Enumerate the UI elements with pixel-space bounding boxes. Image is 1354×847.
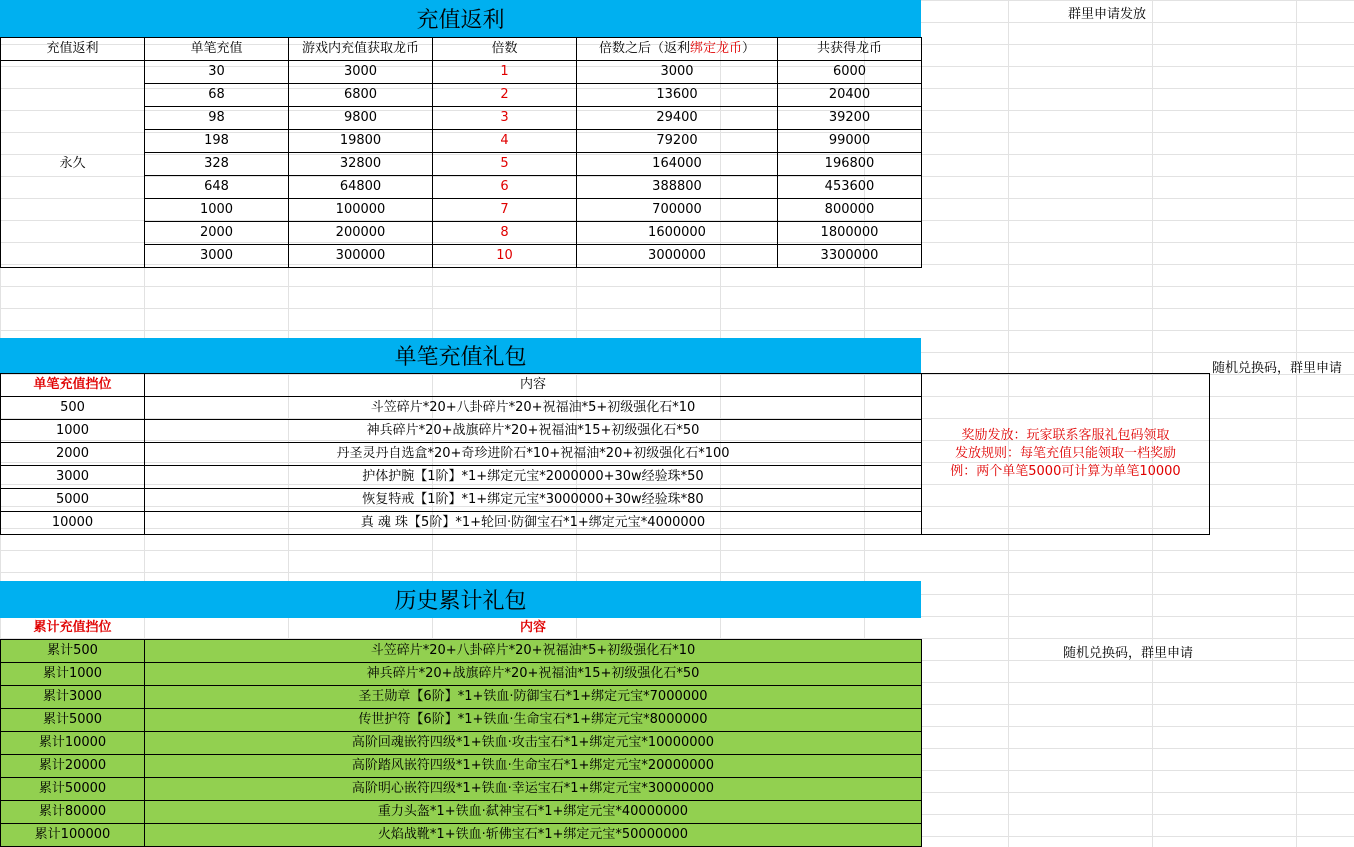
table-row: 2000 丹圣灵丹自选盒*20+奇珍进阶石*10+祝福油*20+初级强化石*100 xyxy=(1,443,1210,466)
table-row: 68 6800 2 13600 20400 xyxy=(1,84,922,107)
header-cell: 累计充值挡位 xyxy=(1,617,145,640)
recharge-title: 充值返利 xyxy=(0,0,921,37)
table-row: 3000 300000 10 3000000 3300000 xyxy=(1,245,922,268)
table-row: 累计3000 圣王勋章【6阶】*1+铁血·防御宝石*1+绑定元宝*7000000 xyxy=(1,686,922,709)
table-row: 累计500 斗笠碎片*20+八卦碎片*20+祝福油*5+初级强化石*10 xyxy=(1,640,922,663)
table-row: 累计1000 神兵碎片*20+战旗碎片*20+祝福油*15+初级强化石*50 xyxy=(1,663,922,686)
table-row: 累计50000 高阶明心嵌符四级*1+铁血·幸运宝石*1+绑定元宝*30000000 xyxy=(1,778,922,801)
table-row: 累计80000 重力头盔*1+铁血·弑神宝石*1+绑定元宝*40000000 xyxy=(1,801,922,824)
bound-coin-label: 绑定龙币 xyxy=(689,41,742,56)
cumulative-side-note: 随机兑换码，群里申请 xyxy=(1063,646,1194,661)
header-cell: 共获得龙币 xyxy=(778,38,922,61)
table-row: 10000 真 魂 珠【5阶】*1+轮回·防御宝石*1+绑定元宝*4000000 xyxy=(1,512,1210,535)
table-row: 500 斗笠碎片*20+八卦碎片*20+祝福油*5+初级强化石*10 xyxy=(1,397,1210,420)
header-cell: 倍数之后（返利绑定龙币） xyxy=(577,38,778,61)
table-row: 1000 神兵碎片*20+战旗碎片*20+祝福油*15+初级强化石*50 xyxy=(1,420,1210,443)
table-row: 3000 护体护腕【1阶】*1+绑定元宝*2000000+30w经验珠*50 xyxy=(1,466,1210,489)
header-cell: 游戏内充值获取龙币 xyxy=(289,38,433,61)
reward-rules-note: 奖励发放：玩家联系客服礼包码领取 发放规则：每笔充值只能领取一档奖励 例：两个单笔5000可计算为单笔10000 xyxy=(922,374,1210,535)
table-row: 98 9800 3 29400 39200 xyxy=(1,107,922,130)
table-row: 1000 100000 7 700000 800000 xyxy=(1,199,922,222)
recharge-header-row xyxy=(1,38,922,61)
table-row: 198 19800 4 79200 99000 xyxy=(1,130,922,153)
table-row: 648 64800 6 388800 453600 xyxy=(1,176,922,199)
header-cell: 内容 xyxy=(145,617,922,640)
table-row: 328 32800 5 164000 196800 xyxy=(1,153,922,176)
header-cell: 倍数 xyxy=(433,38,577,61)
recharge-table xyxy=(0,37,922,268)
cumulative-title: 历史累计礼包 xyxy=(0,581,921,618)
header-cell: 充值返利 xyxy=(1,38,145,61)
period-cell: 永久 xyxy=(1,61,145,268)
table-row: 累计100000 火焰战靴*1+铁血·斩佛宝石*1+绑定元宝*50000000 xyxy=(1,824,922,847)
table-row: 永久 30 3000 1 3000 6000 xyxy=(1,61,922,84)
table-row: 5000 恢复特戒【1阶】*1+绑定元宝*3000000+30w经验珠*80 xyxy=(1,489,1210,512)
single-header-row xyxy=(1,374,1210,397)
single-side-note: 随机兑换码，群里申请 xyxy=(1212,361,1343,376)
cumulative-header-row xyxy=(1,617,922,640)
table-row: 累计20000 高阶踏风嵌符四级*1+铁血·生命宝石*1+绑定元宝*20000000 xyxy=(1,755,922,778)
header-cell: 内容 xyxy=(145,374,922,397)
table-row: 累计10000 高阶回魂嵌符四级*1+铁血·攻击宝石*1+绑定元宝*10000000 xyxy=(1,732,922,755)
single-title: 单笔充值礼包 xyxy=(0,338,921,373)
table-row: 2000 200000 8 1600000 1800000 xyxy=(1,222,922,245)
header-cell: 单笔充值 xyxy=(145,38,289,61)
table-row: 累计5000 传世护符【6阶】*1+铁血·生命宝石*1+绑定元宝*8000000 xyxy=(1,709,922,732)
header-cell: 单笔充值挡位 xyxy=(1,374,145,397)
single-table xyxy=(0,373,1210,535)
recharge-side-note: 群里申请发放 xyxy=(1068,7,1147,22)
cumulative-table xyxy=(0,617,922,847)
